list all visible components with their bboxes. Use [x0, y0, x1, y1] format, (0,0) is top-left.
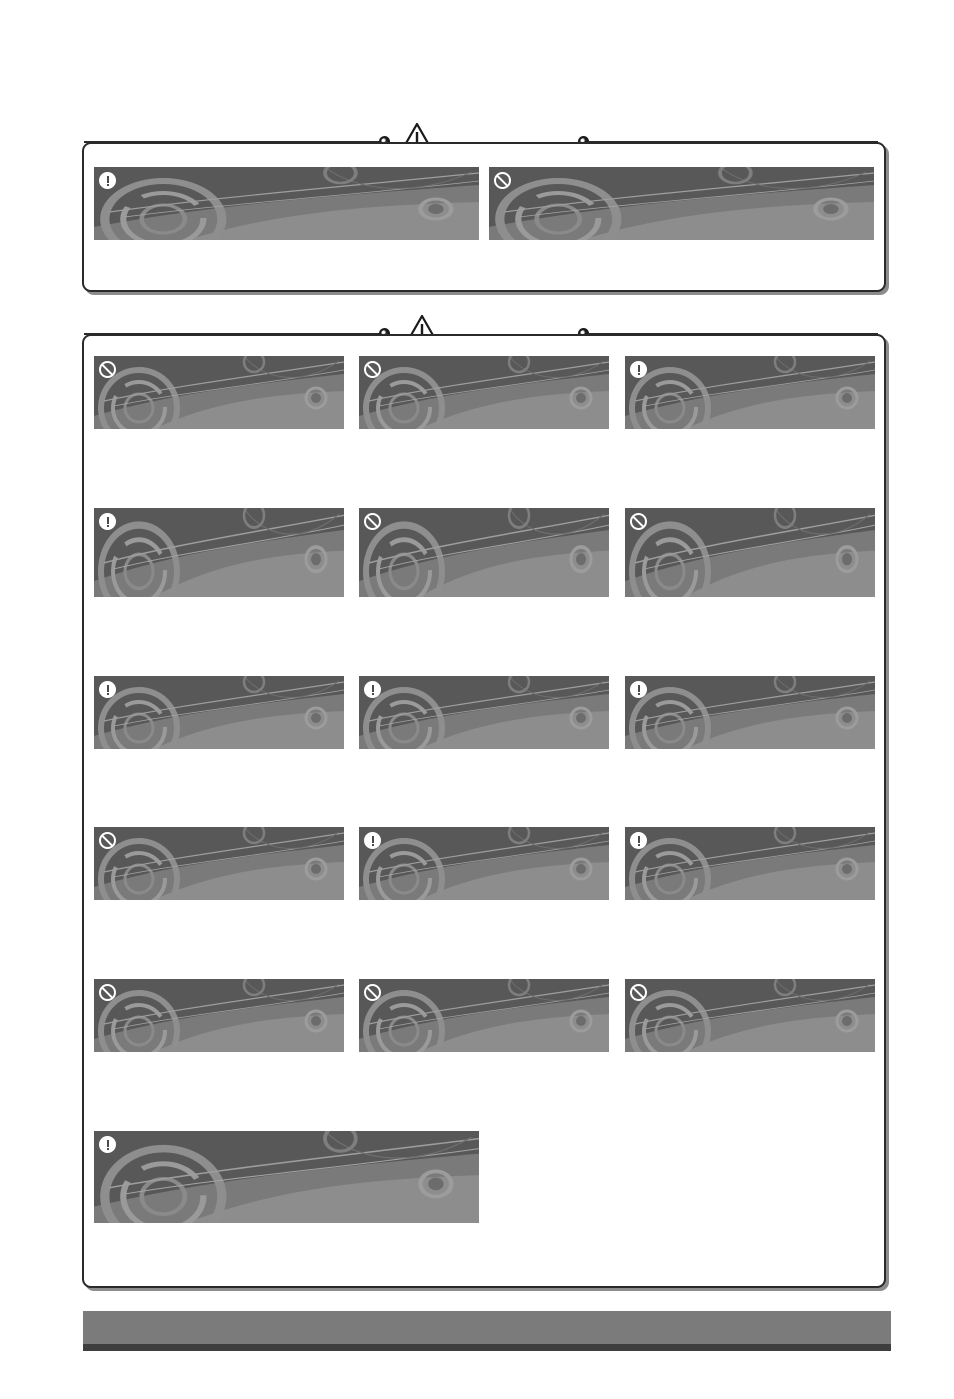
caution-item-panel — [94, 1131, 479, 1223]
swirl-background — [359, 827, 609, 900]
mandatory-icon — [364, 832, 381, 849]
swirl-background — [625, 508, 875, 597]
prohibited-icon — [364, 361, 381, 378]
swirl-background — [94, 979, 344, 1052]
swirl-background — [94, 508, 344, 597]
caution-item-panel — [625, 676, 875, 749]
caution-item-panel — [625, 356, 875, 429]
swirl-background — [94, 167, 479, 240]
mandatory-icon — [630, 681, 647, 698]
swirl-background — [359, 356, 609, 429]
caution-item-panel — [625, 979, 875, 1052]
mandatory-icon — [99, 172, 116, 189]
prohibited-icon — [364, 513, 381, 530]
caution-item-panel — [94, 979, 344, 1052]
prohibited-icon — [364, 984, 381, 1001]
swirl-background — [94, 827, 344, 900]
swirl-background — [625, 979, 875, 1052]
prohibited-icon — [99, 361, 116, 378]
swirl-background — [94, 1131, 479, 1223]
swirl-background — [94, 676, 344, 749]
mandatory-icon — [99, 1136, 116, 1153]
warning-item-panel — [489, 167, 874, 240]
caution-item-panel — [94, 508, 344, 597]
prohibited-icon — [99, 832, 116, 849]
caution-item-panel — [359, 676, 609, 749]
caution-item-panel — [94, 676, 344, 749]
swirl-background — [625, 356, 875, 429]
caution-item-panel — [359, 979, 609, 1052]
caution-item-panel — [359, 508, 609, 597]
caution-item-panel — [94, 827, 344, 900]
swirl-background — [625, 827, 875, 900]
caution-item-panel — [94, 356, 344, 429]
mandatory-icon — [630, 361, 647, 378]
swirl-background — [359, 676, 609, 749]
caution-item-panel — [359, 356, 609, 429]
swirl-background — [489, 167, 874, 240]
swirl-background — [359, 508, 609, 597]
swirl-background — [94, 356, 344, 429]
footer-bar — [83, 1311, 891, 1351]
prohibited-icon — [99, 984, 116, 1001]
mandatory-icon — [364, 681, 381, 698]
swirl-background — [625, 676, 875, 749]
prohibited-icon — [494, 172, 511, 189]
caution-item-panel — [625, 827, 875, 900]
caution-item-panel — [359, 827, 609, 900]
caution-item-panel — [625, 508, 875, 597]
mandatory-icon — [99, 681, 116, 698]
mandatory-icon — [630, 832, 647, 849]
prohibited-icon — [630, 513, 647, 530]
prohibited-icon — [630, 984, 647, 1001]
mandatory-icon — [99, 513, 116, 530]
warning-item-panel — [94, 167, 479, 240]
swirl-background — [359, 979, 609, 1052]
